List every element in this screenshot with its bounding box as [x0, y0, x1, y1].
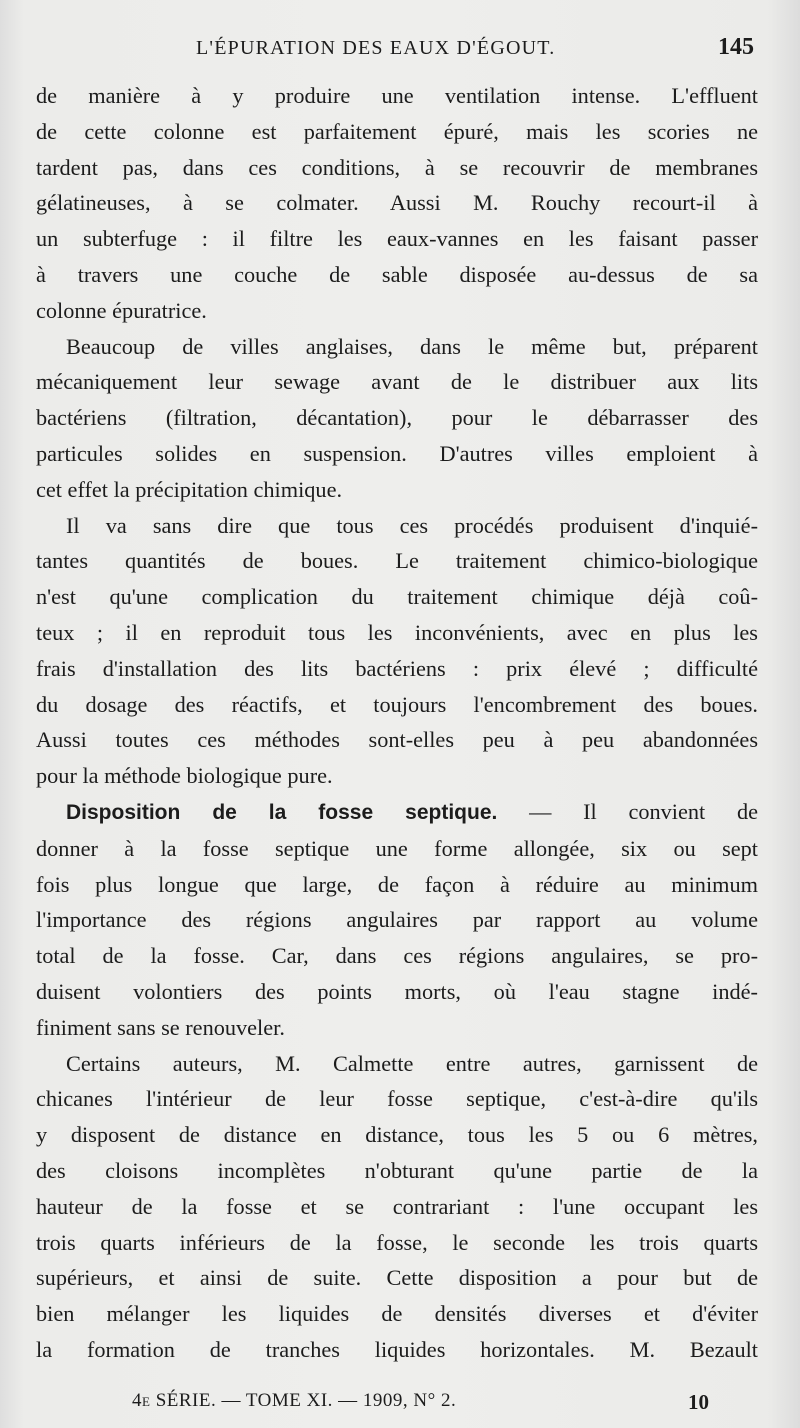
paragraph-2: [36, 329, 758, 508]
text-line: donner à la fosse septique une forme allongée, six ou sept: [36, 835, 758, 861]
heading-tail: — Il convient de: [497, 798, 758, 824]
text-line: la formation de tranches liquides horizontales. M. Bezault: [36, 1336, 758, 1362]
text-line: cet effet la précipitation chimique.: [36, 476, 343, 502]
text-line: Certains auteurs, M. Calmette entre autres, garnissent de: [66, 1050, 758, 1076]
text-line: à travers une couche de sable disposée au-dessus de sa: [36, 261, 758, 287]
page-footer: [0, 1390, 800, 1420]
paragraph-5: [36, 1046, 758, 1368]
text-line: tardent pas, dans ces conditions, à se recouvrir de membranes: [36, 154, 758, 180]
running-title: L'ÉPURATION DES EAUX D'ÉGOUT.: [196, 37, 556, 59]
text-line: total de la fosse. Car, dans ces régions angulaires, se pro-: [36, 943, 758, 969]
body-text: [36, 78, 758, 1368]
text-line: des cloisons incomplètes n'obturant qu'une partie de la: [36, 1157, 758, 1183]
text-line: supérieurs, et ainsi de suite. Cette disposition a pour but de: [36, 1265, 758, 1291]
text-line: finiment sans se renouveler.: [36, 1014, 285, 1040]
text-line: de manière à y produire une ventilation intense. L'effluent: [36, 83, 758, 108]
paragraph-3: [36, 508, 758, 794]
text-line: trois quarts inférieurs de la fosse, le seconde les trois quarts: [36, 1229, 758, 1255]
heading-line: [36, 794, 758, 831]
text-line: teux ; il en reproduit tous les inconvénients, avec en plus les: [36, 619, 758, 645]
text-line: mécaniquement leur sewage avant de le distribuer aux lits: [36, 369, 758, 395]
text-line: de cette colonne est parfaitement épuré, mais les scories ne: [36, 118, 758, 144]
text-line: gélatineuses, à se colmater. Aussi M. Rouchy recourt-il à: [36, 190, 758, 216]
text-line: frais d'installation des lits bactériens : prix élevé ; difficulté: [36, 655, 758, 681]
text-line: Il va sans dire que tous ces procédés produisent d'inquié-: [66, 512, 758, 538]
text-line: l'importance des régions angulaires par rapport au volume: [36, 907, 758, 933]
text-line: bien mélanger les liquides de densités diverses et d'éviter: [36, 1301, 758, 1327]
text-line: y disposent de distance en distance, tous les 5 ou 6 mètres,: [36, 1122, 758, 1148]
text-line: Beaucoup de villes anglaises, dans le même but, préparent: [66, 333, 758, 359]
text-line: colonne épuratrice.: [36, 297, 207, 323]
paragraph-4: [36, 794, 758, 1046]
text-line: un subterfuge : il filtre les eaux-vannes en les faisant passer: [36, 226, 758, 252]
text-line: bactériens (filtration, décantation), pour le débarrasser des: [36, 405, 758, 431]
text-line: pour la méthode biologique pure.: [36, 763, 333, 789]
text-line: hauteur de la fosse et se contrariant : l'une occupant les: [36, 1193, 758, 1219]
text-line: du dosage des réactifs, et toujours l'encombrement des boues.: [36, 691, 758, 717]
paragraph-1: [36, 78, 758, 329]
text-line: tantes quantités de boues. Le traitement chimico-biologique: [36, 548, 758, 574]
text-line: fois plus longue que large, de façon à réduire au minimum: [36, 871, 758, 897]
text-line: n'est qu'une complication du traitement chimique déjà coû-: [36, 584, 758, 610]
text-line: chicanes l'intérieur de leur fosse septique, c'est-à-dire qu'ils: [36, 1086, 758, 1112]
signature-mark: 10: [688, 1390, 709, 1414]
text-line: duisent volontiers des points morts, où l'eau stagne indé-: [36, 978, 758, 1004]
text-line: particules solides en suspension. D'autres villes emploient à: [36, 440, 758, 466]
text-line: Aussi toutes ces méthodes sont-elles peu à peu abandonnées: [36, 727, 758, 753]
running-head: [0, 34, 800, 68]
section-heading: Disposition de la fosse septique.: [66, 800, 498, 824]
series-line: 4e SÉRIE. — TOME XI. — 1909, N° 2.: [132, 1390, 457, 1411]
page-number: 145: [718, 34, 754, 60]
